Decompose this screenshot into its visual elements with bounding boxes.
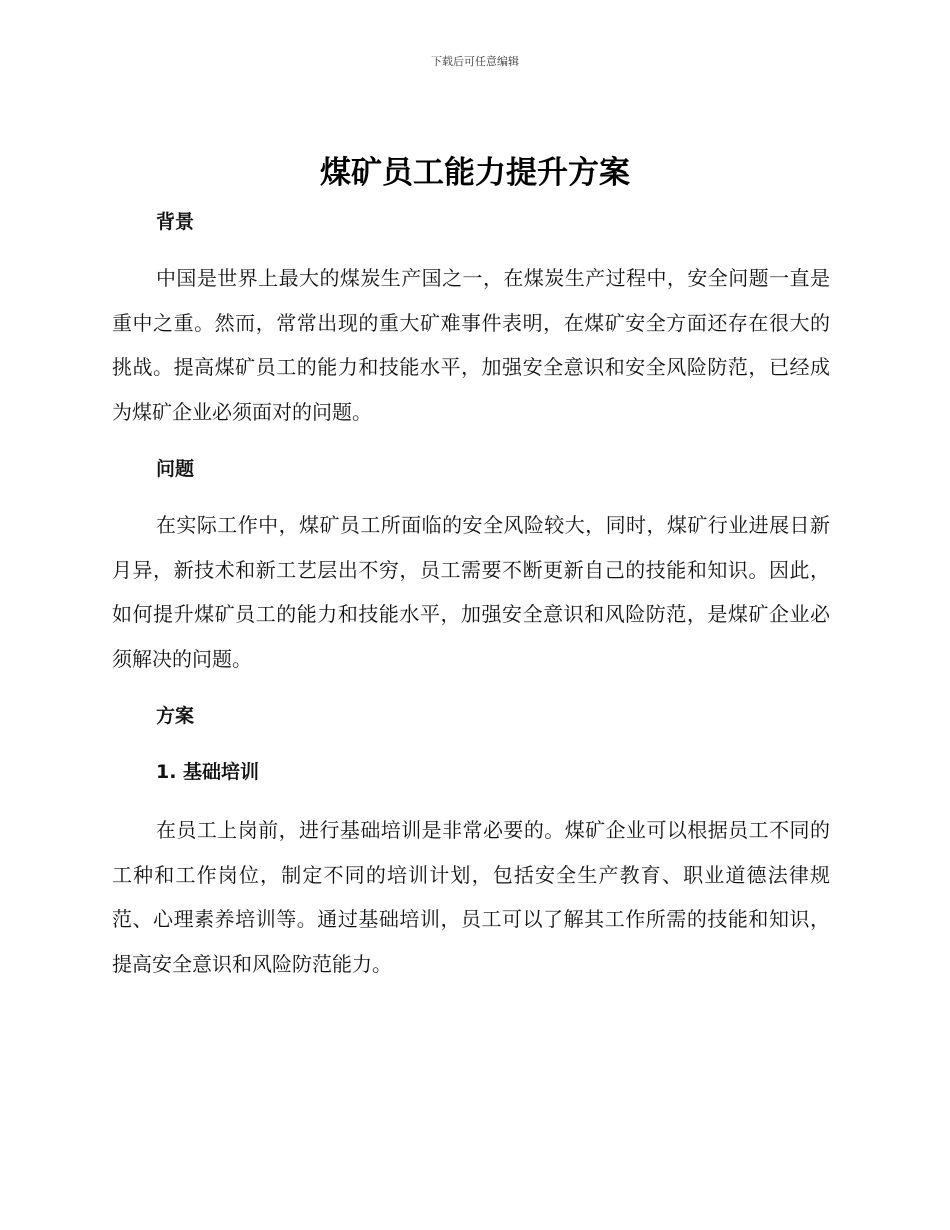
document-title: 煤矿员工能力提升方案 (320, 155, 630, 191)
section-heading-solution: 方案 (156, 705, 195, 727)
section-heading-background: 背景 (156, 211, 195, 233)
document-body (112, 202, 830, 986)
section-heading-basic-training: 1. 基础培训 (156, 761, 260, 783)
section-paragraph-problem: 在实际工作中，煤矿员工所面临的安全风险较大，同时，煤矿行业进展日新月异，新技术和新工艺层出不穷，员工需要不断更新自己的技能和知识。因此，如何提升煤矿员工的能力和技能水平，加强安全意识和风险防范，是煤矿企业必须解决的问题。 (112, 513, 830, 671)
section-paragraph-basic-training: 在员工上岗前，进行基础培训是非常必要的。煤矿企业可以根据员工不同的工种和工作岗位，制定不同的培训计划，包括安全生产教育、职业道德法律规范、心理素养培训等。通过基础培训，员工可以了解其工作所需的技能和知识，提高安全意识和风险防范能力。 (112, 818, 830, 976)
page-header: 下载后可任意编辑 (431, 55, 519, 68)
section-heading-problem: 问题 (156, 458, 195, 480)
section-paragraph-background: 中国是世界上最大的煤炭生产国之一，在煤炭生产过程中，安全问题一直是重中之重。然而，常常出现的重大矿难事件表明，在煤矿安全方面还存在很大的挑战。提高煤矿员工的能力和技能水平，加强安全意识和安全风险防范，已经成为煤矿企业必须面对的问题。 (112, 266, 830, 424)
